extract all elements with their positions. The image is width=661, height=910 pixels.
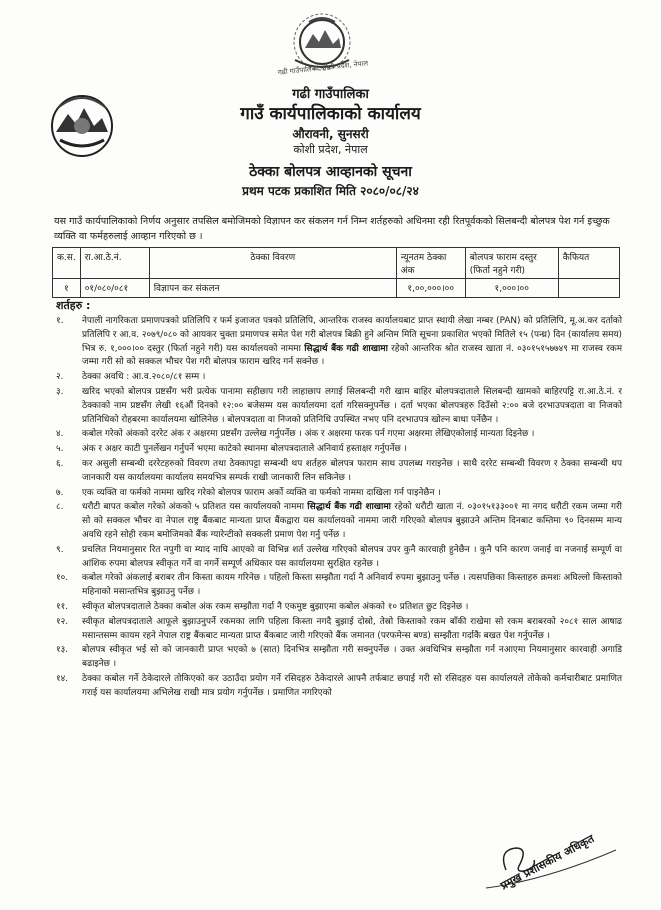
term-item	[56, 386, 622, 427]
term-number: ५.	[56, 444, 64, 455]
table-cell: विज्ञापन कर संकलन	[149, 279, 396, 298]
term-number: ४.	[56, 429, 64, 440]
term-item	[56, 673, 622, 701]
table-cell: ०१/०८०/०८१	[80, 279, 149, 298]
palika-name: गढी गाउँपालिका	[292, 87, 369, 102]
term-item	[56, 572, 622, 600]
term-item	[56, 458, 622, 486]
term-number: ३.	[56, 386, 64, 397]
table-row	[53, 279, 620, 298]
term-text: अंक र अक्षर काटी पुनर्लेखन गर्नुपर्ने भएमा काटेको स्थानमा बोलपत्रदाताले अनिवार्य हस्ताक्षर गर्नुपर्नेछ ।	[82, 444, 407, 455]
term-text: स्वीकृत बोलपत्रदाताले आफूले बुझाउनुपर्ने रकमका लागि पहिला किस्ता नगदै बुझाई दोस्रो, तेस्रो किस्ताको रकम बाँकी राखेमा सो रकम बराबरको २०८१ साल आषाढ मसान्तसम्म कायम रहने नेपाल राष्ट्र बैंकबाट मान्यता प्राप्त बैंकबाट जारी गरिएको बैंक जमानत (परफमेन्स बण्ड) सम्झौता गर्दाकै बखत पेश गर्नुपर्नेछ ।	[82, 616, 622, 641]
term-text: कबोल गरेको अंकको दररेट अंक र अक्षरमा प्रष्टसँग उल्लेख गर्नुपर्नेछ । अंक र अक्षरमा फरक पर्न गएमा अक्षरमा लेखिएकोलाई मान्यता दिइनेछ ।	[82, 429, 535, 440]
term-item	[56, 544, 622, 572]
notice-title: ठेक्का बोलपत्र आव्हानको सूचना	[249, 164, 412, 180]
term-item	[56, 501, 622, 542]
office-stamp: गढी गाउँपालिका कोशी प्रदेश, नेपाल	[277, 59, 369, 77]
table-cell: १,०००।००	[465, 279, 558, 298]
address-line1: औरावनी, सुनसरी	[292, 127, 369, 141]
term-text: खरिद भएको बोलपत्र प्रष्टसँग भरी प्रत्येक पानामा सहीछाप गरी लाहाछाप लगाई सिलबन्दी गरी खाम बाहिर बोलपत्रदाताले सिलबन्दी खामको बाहिरपट्टि रा.आ.ठे.नं. र ठेक्काको नाम प्रष्टसँग लेखी १६औं दिनको १२:०० बजेसम्म यस कार्यालयमा दर्ता गरिसक्नुपर्नेछ । दर्ता भएका बोलपत्रहरु दिउँसो २:०० बजे दरभाउपत्रदाता वा निजको प्रतिनिधिको रोहबरमा कार्यालयमा खोलिनेछ । बोलपत्रदाता वा निजको प्रतिनिधि उपस्थित नभए पनि दरभाउपत्र खोल्न बाधा पर्नेछैन ।	[82, 386, 622, 425]
term-text: बोलपत्र स्वीकृत भई सो को जानकारी प्राप्त भएको ७ (सात) दिनभित्र सम्झौता गरी सक्नुपर्नेछ । उक्त अवधिभित्र सम्झौता गर्न नआएमा नियमानुसार कारवाही अगाडि बढाइनेछ ।	[82, 645, 622, 670]
term-text: ठेक्का कबोल गर्ने ठेकेदारले तोकिएको कर उठाउँदा प्रयोग गर्ने रसिदहरु ठेकेदारले आफ्नै तर्फबाट छपाई गरी सो रसिदहरु यस कार्यालयले तोकेको कर्मचारीबाट प्रमाणित गराई यस कार्यालयमा अभिलेख राखी मात्र प्रयोग गर्नुपर्नेछ । प्रमाणित नगरिएको	[82, 673, 622, 698]
term-number: २.	[56, 372, 64, 383]
table-header: क.स.	[53, 248, 81, 279]
term-number: १४.	[56, 673, 69, 684]
term-text: कबोल गरेको अंकलाई बराबर तीन किस्ता कायम गरिनेछ । पहिलो किस्ता सम्झौता गर्दा नै अनिवार्य रुपमा बुझाउनु पर्नेछ । त्यसपछिका किस्ताहरु क्रमशः अघिल्लो किस्ताको महिनाको मसान्तभित्र बुझाउनु पर्नेछ ।	[82, 573, 622, 598]
table-cell: १,००,०००।००	[396, 279, 465, 298]
published-date: प्रथम पटक प्रकाशित मिति २०८०/०८/२४	[242, 184, 419, 198]
term-number: ९.	[56, 544, 64, 555]
term-number: १.	[56, 316, 64, 326]
term-item	[56, 616, 622, 644]
term-text: नेपाली नागरिकता प्रमाणपत्रको प्रतिलिपि र फर्म इजाजत पत्रको प्रतिलिपि, आन्तरिक राजस्व कार्यालयबाट प्राप्त स्थायी लेखा नम्बर (PAN) को प्रतिलिपि, मू.अ.कर दर्ताको प्रतिलिपि र आ.व. २०७९/०८० को आयकर चुक्ता प्रमाणपत्र समेत पेश गरी बोलपत्र बिक्री हुने अन्तिम मिति सूचना प्रकाशित भएको मितिले १५ (पन्ध्र) दिन (कार्यालय समय) भित्र रु. १,०००।०० दस्तुर (फिर्ता नहुने गरी) यस कार्यालयको नाममा सिद्धार्थ बैंक गढी शाखामा रहेको आन्तरिक श्रोत राजस्व खाता नं. ०३०१५१५७७४९ मा राजस्व रकम जम्मा गरी सो को सक्कल भौचर पेश गरी बोलपत्र फाराम खरिद गर्न सक्नेछ ।	[82, 316, 623, 368]
terms-heading: शर्तहरु :	[56, 299, 91, 312]
table-header: बोलपत्र फाराम दस्तुर (फिर्ता नहुने गरी)	[465, 248, 558, 279]
table-header-row	[53, 248, 620, 279]
table-cell	[558, 279, 619, 298]
address-line2: कोशी प्रदेश, नेपाल	[293, 143, 368, 156]
term-number: ८.	[56, 502, 64, 513]
table-cell: १	[53, 279, 81, 298]
table-header: ठेक्का विवरण	[149, 248, 396, 279]
term-item	[56, 371, 622, 385]
term-item	[56, 487, 622, 501]
office-name: गाउँ कार्यपालिकाको कार्यालय	[240, 104, 421, 124]
table-header: रा.आ.ठे.नं.	[80, 248, 149, 279]
term-number: १२.	[56, 616, 69, 627]
term-text: प्रचलित नियमानुसार रित नपुगी वा म्याद नाघि आएको वा विभिन्न शर्त उल्लेख गरिएको बोलपत्र उपर कुनै कारवाही हुनेछैन । कुनै पनि कारण जनाई वा नजनाई सम्पूर्ण वा आंशिक रुपमा बोलपत्र स्वीकृत गर्ने वा नगर्ने सम्पूर्ण अधिकार यस कार्यालयमा सुरक्षित रहनेछ ।	[82, 544, 622, 569]
term-number: ११.	[56, 601, 69, 612]
term-text: कर असुली सम्बन्धी दररेटहरुको विवरण तथा ठेक्कापट्टा सम्बन्धी थप शर्तहरु बोलपत्र फाराम साथ उपलब्ध गराइनेछ । साथै दररेट सम्बन्धी विवरण र ठेक्का सम्बन्धी थप जानकारी यस कार्यालयमा कार्यालय समयभित्र सम्पर्क राखी जानकारी लिन सकिनेछ ।	[82, 458, 622, 483]
bid-table	[52, 247, 620, 298]
term-item	[56, 601, 622, 615]
table-header: न्यूनतम ठेक्का अंक	[396, 248, 465, 279]
term-text: धरौटी बापत कबोल गरेको अंकको ५ प्रतिशत यस कार्यालयको नाममा सिद्धार्थ बैंक गढी शाखामा रहेको धरौटी खाता नं. ०३०१५१३३००१ मा नगद धरौटी रकम जम्मा गरी सो को सक्कल भौचर वा नेपाल राष्ट्र बैंकबाट मान्यता प्राप्त बैंकद्वारा यस कार्यालयको नाममा जारी गरिएको बोलपत्र बुझाउने अन्तिम दिनबाट कम्तिमा ९० दिनसम्म मान्य अवधि रहने सोही रकम बमोजिमको बैंक ग्यारेन्टीको सक्कली प्रमाण पेश गर्नु पर्नेछ ।	[82, 502, 622, 540]
term-number: ६.	[56, 458, 64, 469]
terms-list	[56, 315, 622, 702]
term-text: एक व्यक्ति वा फर्मको नाममा खरिद गरेको बोलपत्र फाराम अर्को व्यक्ति वा फर्मको नाममा दाखिला गर्न पाइनेछैन ।	[82, 487, 441, 498]
table-header: कैफियत	[558, 248, 619, 279]
term-number: ७.	[56, 487, 64, 498]
term-item	[56, 315, 622, 370]
term-item	[56, 428, 622, 442]
term-text: ठेक्का अवधि : आ.व.२०८०/८१ सम्म ।	[82, 372, 206, 383]
term-item	[56, 644, 622, 672]
term-item	[56, 443, 622, 457]
term-number: १०.	[56, 573, 69, 584]
intro-paragraph: यस गाउँ कार्यपालिकाको निर्णय अनुसार तपसिल बमोजिमको विज्ञापन कर संकलन गर्न निम्न शर्तहरुको अधिनमा रही रितपूर्वकको सिलबन्दी बोलपत्र पेश गर्न इच्छुक व्यक्ति वा फर्महरुलाई आव्हान गरिएको छ ।	[54, 216, 610, 242]
signatory-title: प्रमुख प्रशासकीय अधिकृत	[498, 832, 597, 893]
term-text: स्वीकृत बोलपत्रदाताले ठेक्का कबोल अंक रकम सम्झौता गर्दा नै एकमुष्ट बुझाएमा कबोल अंकको १० प्रतिशत छुट दिइनेछ ।	[82, 601, 469, 612]
term-number: १३.	[56, 645, 69, 656]
